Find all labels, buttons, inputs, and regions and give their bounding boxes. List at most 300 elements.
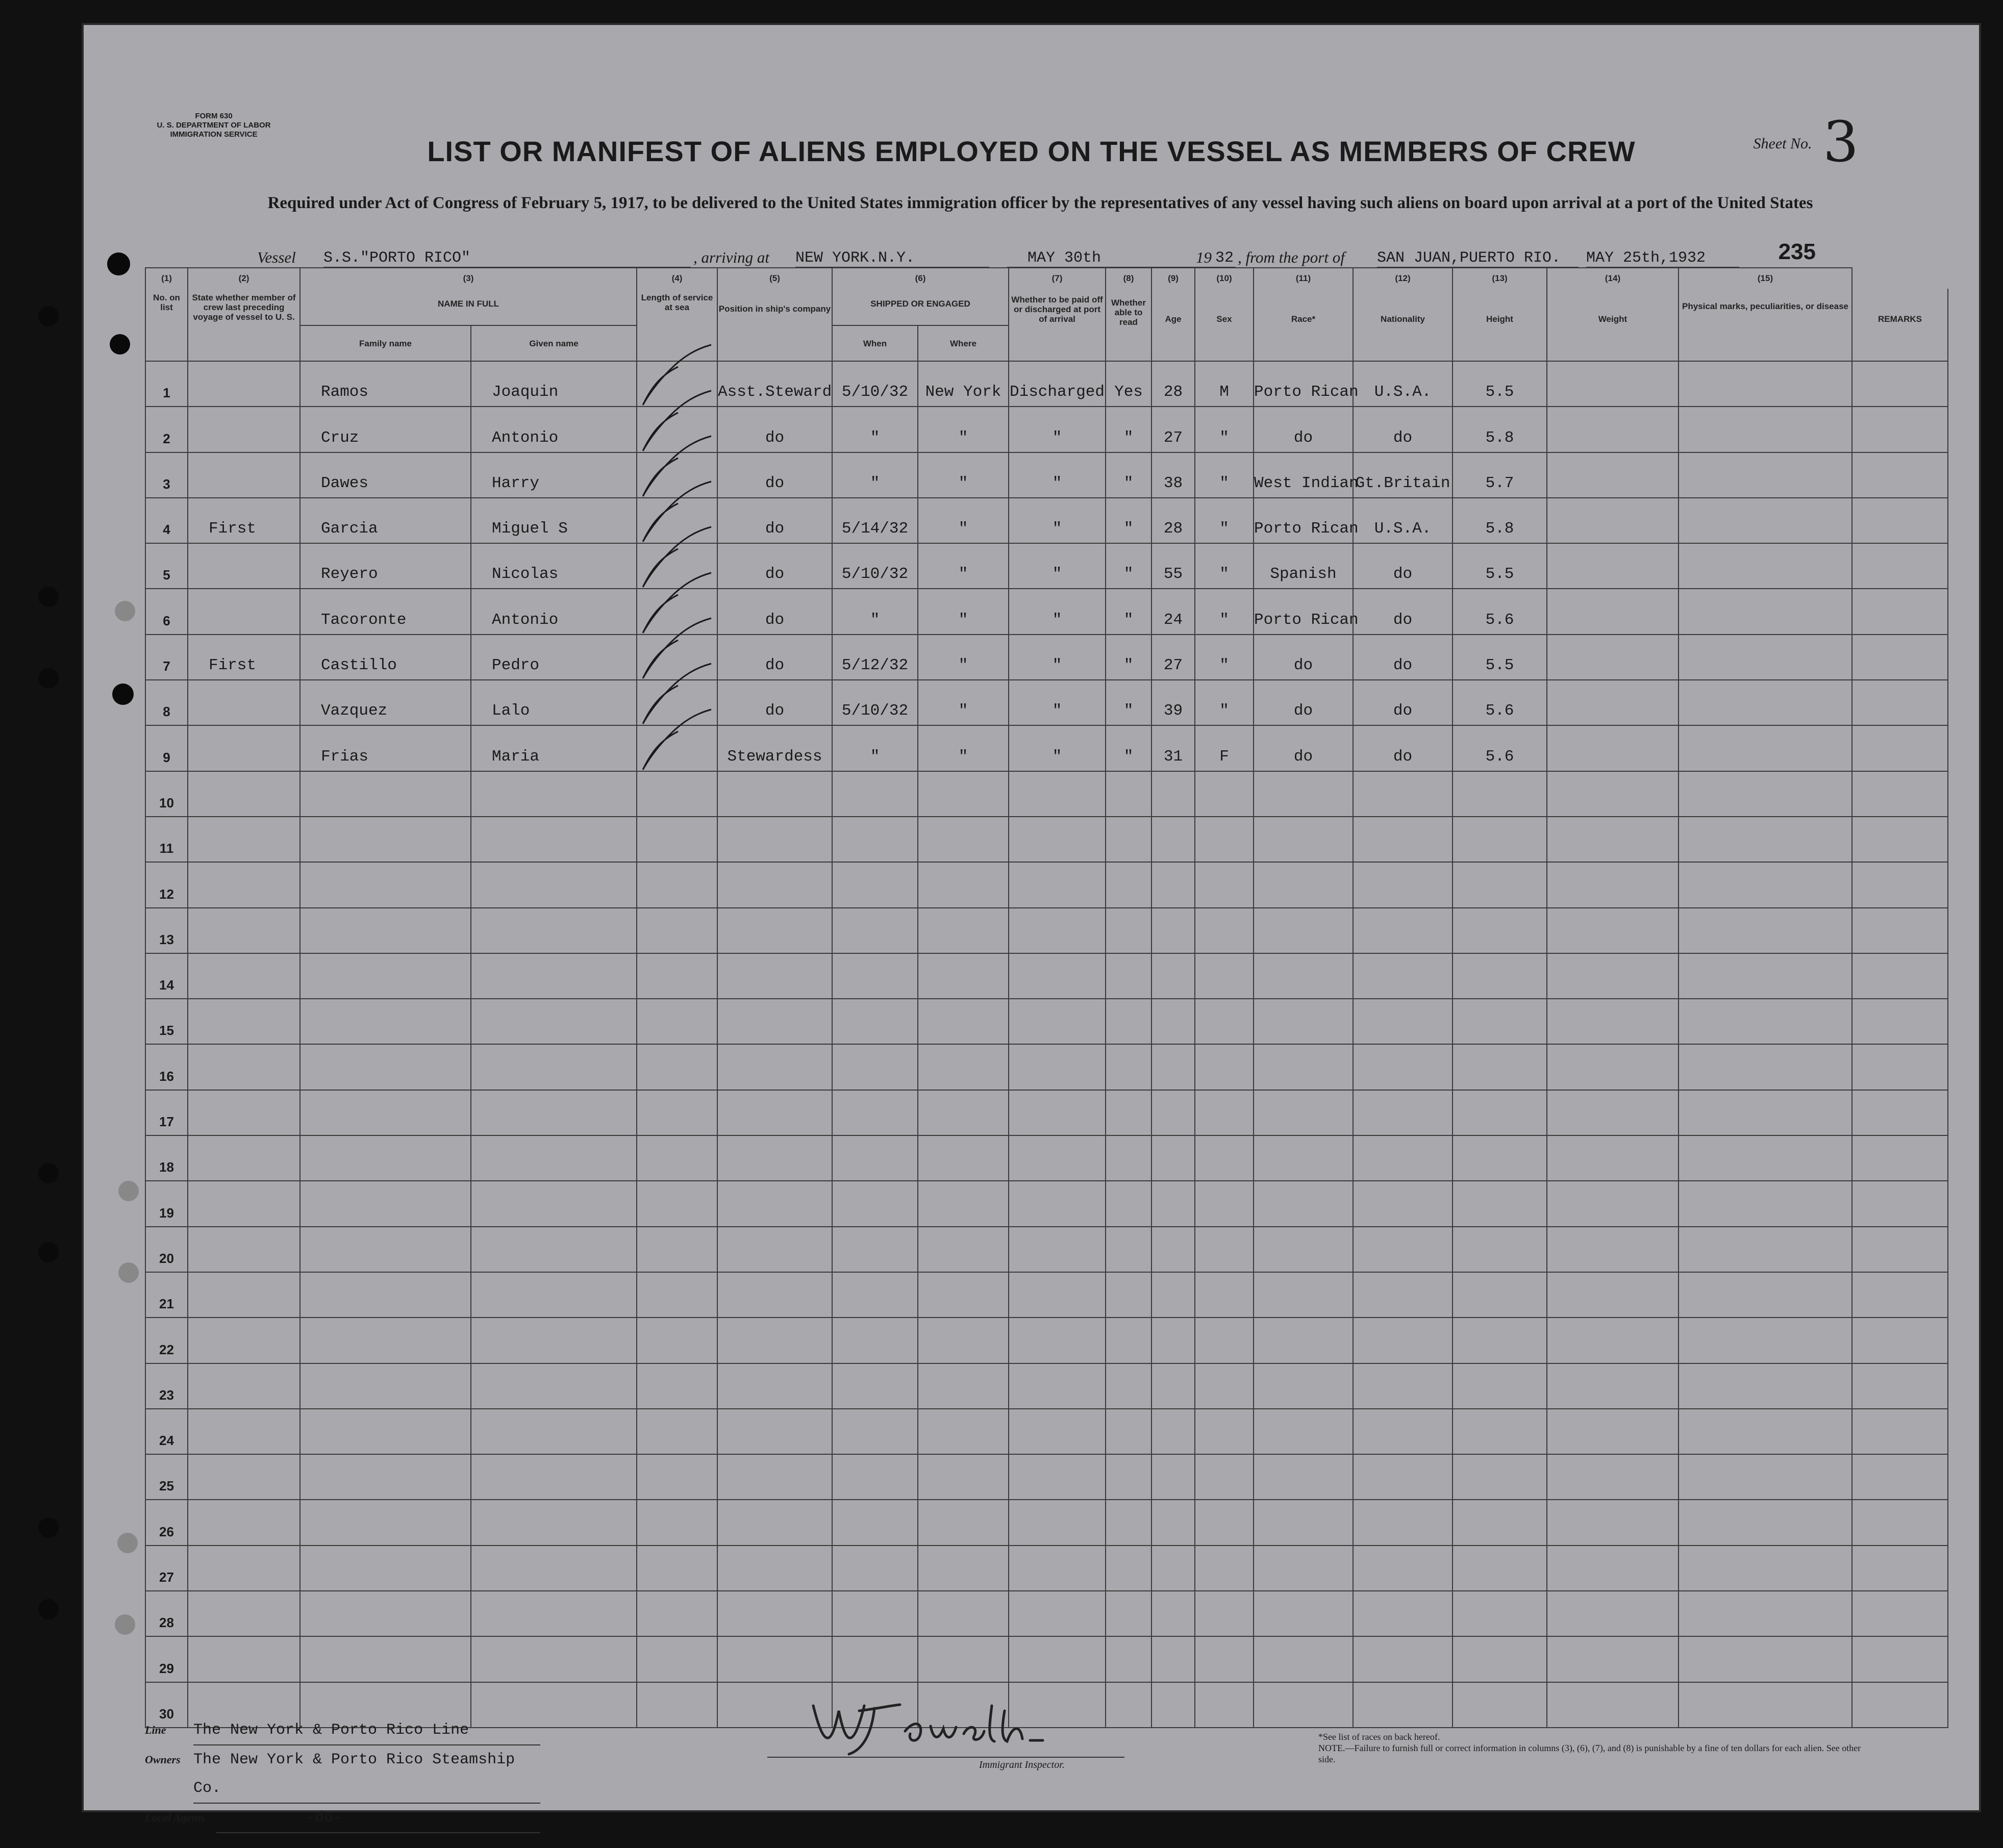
empty-cell [188, 771, 300, 817]
remarks-cell [1852, 452, 1948, 498]
empty-cell [1254, 1090, 1353, 1135]
empty-cell [1106, 1044, 1151, 1090]
column-number-row [145, 268, 1948, 289]
binder-hole [38, 587, 59, 607]
physical-marks-cell [1679, 680, 1852, 725]
empty-cell [471, 1181, 637, 1226]
col-num: (8) [1106, 268, 1151, 289]
family-name-cell: Castillo [300, 635, 471, 680]
table-row [145, 635, 1948, 680]
empty-cell [1195, 1409, 1254, 1454]
empty-cell [1151, 1318, 1195, 1363]
race-cell: do [1254, 725, 1353, 771]
family-name-cell: Vazquez [300, 680, 471, 725]
empty-cell [1353, 1044, 1453, 1090]
table-row [145, 908, 1948, 953]
shipped-where-cell: " [918, 452, 1009, 498]
col-num: (3) [300, 268, 637, 289]
empty-cell [1254, 1591, 1353, 1636]
last-voyage-cell [188, 589, 300, 634]
empty-cell [832, 1591, 918, 1636]
empty-cell [1453, 1090, 1547, 1135]
empty-cell [1453, 817, 1547, 862]
empty-cell [471, 1500, 637, 1545]
empty-cell [1852, 1318, 1948, 1363]
nationality-cell: do [1353, 635, 1453, 680]
empty-cell [188, 953, 300, 999]
empty-cell [1254, 817, 1353, 862]
empty-cell [1009, 862, 1106, 907]
vessel-name: S.S."PORTO RICO" [323, 249, 691, 268]
col-given-header: Given name [471, 325, 637, 361]
family-name-cell: Dawes [300, 452, 471, 498]
shipped-where-cell: " [918, 589, 1009, 634]
sex-cell: " [1195, 635, 1254, 680]
empty-cell [1353, 1500, 1453, 1545]
empty-cell [1195, 1591, 1254, 1636]
empty-cell [637, 1318, 717, 1363]
empty-cell [300, 862, 471, 907]
table-row [145, 1090, 1948, 1135]
paid-off-cell: " [1009, 725, 1106, 771]
weight-cell [1547, 498, 1679, 543]
footnote-block [1318, 1731, 1880, 1765]
empty-cell [1195, 1090, 1254, 1135]
empty-cell [188, 1318, 300, 1363]
empty-cell [1679, 1181, 1852, 1226]
empty-cell [1106, 1500, 1151, 1545]
empty-cell [832, 1363, 918, 1409]
row-number: 22 [145, 1318, 188, 1363]
empty-cell [717, 908, 832, 953]
race-cell: do [1254, 680, 1353, 725]
empty-cell [1151, 1546, 1195, 1591]
weight-cell [1547, 635, 1679, 680]
nationality-cell: U.S.A. [1353, 361, 1453, 407]
departure-date: MAY 25th,1932 [1586, 249, 1739, 268]
empty-cell [717, 1363, 832, 1409]
height-cell: 5.6 [1453, 589, 1547, 634]
row-number: 9 [145, 725, 188, 771]
empty-cell [300, 1500, 471, 1545]
empty-cell [188, 1363, 300, 1409]
empty-cell [1353, 1546, 1453, 1591]
given-name-cell: Lalo [471, 680, 637, 725]
empty-cell [1852, 1409, 1948, 1454]
physical-marks-cell [1679, 635, 1852, 680]
shipped-where-cell: " [918, 498, 1009, 543]
row-number: 13 [145, 908, 188, 953]
empty-cell [832, 953, 918, 999]
row-number: 1 [145, 361, 188, 407]
empty-cell [1151, 1682, 1195, 1728]
empty-cell [717, 1227, 832, 1272]
empty-cell [1254, 908, 1353, 953]
weight-cell [1547, 361, 1679, 407]
position-cell: do [717, 635, 832, 680]
physical-marks-cell [1679, 498, 1852, 543]
empty-cell [717, 953, 832, 999]
empty-cell [1195, 771, 1254, 817]
row-number: 3 [145, 452, 188, 498]
manifest-sheet [82, 23, 1981, 1827]
sex-cell: " [1195, 543, 1254, 589]
empty-cell [1254, 1409, 1353, 1454]
able-to-read-cell: Yes [1106, 361, 1151, 407]
sex-cell: " [1195, 498, 1254, 543]
empty-cell [1547, 1227, 1679, 1272]
punch-hole [110, 334, 130, 355]
empty-cell [1679, 817, 1852, 862]
empty-cell [1353, 1591, 1453, 1636]
empty-cell [188, 862, 300, 907]
able-to-read-cell: " [1106, 635, 1151, 680]
empty-cell [1151, 1227, 1195, 1272]
empty-cell [1151, 1044, 1195, 1090]
empty-cell [717, 771, 832, 817]
empty-cell [300, 1591, 471, 1636]
row-number: 15 [145, 999, 188, 1044]
empty-cell [471, 1090, 637, 1135]
empty-cell [188, 1272, 300, 1318]
empty-cell [471, 817, 637, 862]
empty-cell [471, 953, 637, 999]
empty-cell [1009, 1090, 1106, 1135]
col-state-header: State whether member of crew last preceding voyage of vessel to U. S. [188, 289, 300, 361]
row-number: 12 [145, 862, 188, 907]
physical-marks-cell [1679, 361, 1852, 407]
table-row [145, 452, 1948, 498]
empty-cell [1009, 771, 1106, 817]
empty-cell [1195, 1227, 1254, 1272]
row-number: 26 [145, 1500, 188, 1545]
able-to-read-cell: " [1106, 498, 1151, 543]
empty-cell [1195, 953, 1254, 999]
empty-cell [1106, 1181, 1151, 1226]
age-cell: 27 [1151, 635, 1195, 680]
empty-cell [1009, 1409, 1106, 1454]
empty-cell [832, 1044, 918, 1090]
position-cell: do [717, 452, 832, 498]
position-cell: do [717, 589, 832, 634]
empty-cell [637, 1090, 717, 1135]
given-name-cell: Harry [471, 452, 637, 498]
empty-cell [188, 817, 300, 862]
row-number: 10 [145, 771, 188, 817]
binder-hole [38, 668, 59, 689]
table-row [145, 543, 1948, 589]
empty-cell [1009, 817, 1106, 862]
empty-cell [1151, 1272, 1195, 1318]
empty-cell [1453, 908, 1547, 953]
able-to-read-cell: " [1106, 452, 1151, 498]
last-voyage-cell: First [188, 635, 300, 680]
empty-cell [300, 1318, 471, 1363]
empty-cell [1852, 1272, 1948, 1318]
paid-off-cell: " [1009, 407, 1106, 452]
row-number: 4 [145, 498, 188, 543]
row-number: 2 [145, 407, 188, 452]
shipped-where-cell: " [918, 725, 1009, 771]
height-cell: 5.5 [1453, 635, 1547, 680]
empty-cell [918, 1090, 1009, 1135]
empty-cell [1195, 1181, 1254, 1226]
table-row [145, 862, 1948, 907]
department-name: U. S. DEPARTMENT OF LABOR [157, 121, 271, 130]
empty-cell [1453, 1181, 1547, 1226]
header-row [145, 289, 1948, 325]
empty-cell [832, 1636, 918, 1682]
sheet-number-label: Sheet No. [1753, 135, 1812, 152]
position-cell: do [717, 407, 832, 452]
empty-cell [300, 1227, 471, 1272]
empty-cell [1852, 1363, 1948, 1409]
empty-cell [1852, 862, 1948, 907]
empty-cell [1254, 1044, 1353, 1090]
empty-cell [1254, 1636, 1353, 1682]
crew-table-body [145, 361, 1948, 1728]
empty-cell [637, 1454, 717, 1500]
empty-cell [918, 1227, 1009, 1272]
empty-cell [1106, 862, 1151, 907]
last-voyage-cell [188, 725, 300, 771]
table-row [145, 1500, 1948, 1545]
empty-cell [1151, 1591, 1195, 1636]
empty-cell [637, 817, 717, 862]
empty-cell [717, 817, 832, 862]
row-number: 14 [145, 953, 188, 999]
agents-field [145, 1804, 540, 1833]
shipped-when-cell: " [832, 725, 918, 771]
races-footnote: *See list of races on back hereof. [1318, 1732, 1440, 1742]
empty-cell [1195, 1682, 1254, 1728]
nationality-cell: Gt.Britain [1353, 452, 1453, 498]
empty-cell [832, 1272, 918, 1318]
empty-cell [832, 908, 918, 953]
table-row [145, 1227, 1948, 1272]
sex-cell: " [1195, 680, 1254, 725]
col-when-header: When [832, 325, 918, 361]
col-sex-header: Sex [1195, 289, 1254, 361]
table-row [145, 1454, 1948, 1500]
empty-cell [918, 908, 1009, 953]
empty-cell [1453, 1591, 1547, 1636]
empty-cell [637, 908, 717, 953]
empty-cell [188, 1181, 300, 1226]
empty-cell [1106, 1454, 1151, 1500]
empty-cell [1547, 1090, 1679, 1135]
page-title: LIST OR MANIFEST OF ALIENS EMPLOYED ON THE VESSEL AS MEMBERS OF CREW [427, 135, 1636, 167]
race-cell: West Indian [1254, 452, 1353, 498]
empty-cell [1106, 1318, 1151, 1363]
col-height-header: Height [1453, 289, 1547, 361]
race-cell: do [1254, 635, 1353, 680]
agents-value: -do- [216, 1804, 540, 1833]
physical-marks-cell [1679, 589, 1852, 634]
empty-cell [637, 1363, 717, 1409]
empty-cell [1453, 1500, 1547, 1545]
empty-cell [1353, 817, 1453, 862]
row-number: 27 [145, 1546, 188, 1591]
empty-cell [717, 1090, 832, 1135]
empty-cell [1453, 1546, 1547, 1591]
remarks-cell [1852, 543, 1948, 589]
empty-cell [1852, 1454, 1948, 1500]
col-marks-header: Physical marks, peculiarities, or disease [1679, 289, 1852, 361]
empty-cell [717, 1318, 832, 1363]
empty-cell [832, 1318, 918, 1363]
empty-cell [1106, 1591, 1151, 1636]
empty-cell [637, 1409, 717, 1454]
last-voyage-cell [188, 361, 300, 407]
empty-cell [1547, 1318, 1679, 1363]
age-cell: 24 [1151, 589, 1195, 634]
empty-cell [637, 953, 717, 999]
empty-cell [637, 999, 717, 1044]
empty-cell [918, 999, 1009, 1044]
empty-cell [1353, 1181, 1453, 1226]
arriving-label: , arriving at [693, 248, 769, 266]
empty-cell [1453, 771, 1547, 817]
col-length-header: Length of service at sea [637, 289, 717, 361]
col-num: (1) [145, 268, 188, 289]
weight-cell [1547, 680, 1679, 725]
shipped-when-cell: " [832, 589, 918, 634]
empty-cell [471, 1591, 637, 1636]
punch-hole [118, 1181, 139, 1201]
empty-cell [471, 1227, 637, 1272]
empty-cell [1106, 1272, 1151, 1318]
line-value: The New York & Porto Rico Line [193, 1716, 540, 1745]
empty-cell [1453, 1454, 1547, 1500]
empty-cell [1852, 1090, 1948, 1135]
empty-cell [300, 953, 471, 999]
empty-cell [1679, 1409, 1852, 1454]
shipped-when-cell: " [832, 407, 918, 452]
empty-cell [1254, 1454, 1353, 1500]
table-row [145, 1591, 1948, 1636]
col-num: (15) [1679, 268, 1852, 289]
empty-cell [300, 1454, 471, 1500]
col-read-header: Whether able to read [1106, 289, 1151, 361]
empty-cell [471, 908, 637, 953]
empty-cell [1679, 771, 1852, 817]
empty-cell [1106, 771, 1151, 817]
shipped-when-cell: 5/14/32 [832, 498, 918, 543]
table-row [145, 1363, 1948, 1409]
col-shipped-header: SHIPPED OR ENGAGED [832, 289, 1009, 325]
empty-cell [1852, 1546, 1948, 1591]
binder-hole [38, 306, 59, 326]
empty-cell [1679, 999, 1852, 1044]
empty-cell [832, 1409, 918, 1454]
remarks-cell [1852, 725, 1948, 771]
empty-cell [300, 1090, 471, 1135]
empty-cell [717, 1546, 832, 1591]
col-num: (12) [1353, 268, 1453, 289]
empty-cell [1547, 1500, 1679, 1545]
sex-cell: " [1195, 452, 1254, 498]
empty-cell [637, 1135, 717, 1181]
col-num: (14) [1547, 268, 1679, 289]
empty-cell [1195, 1363, 1254, 1409]
empty-cell [300, 1272, 471, 1318]
position-cell: Asst.Steward [717, 361, 832, 407]
weight-cell [1547, 543, 1679, 589]
given-name-cell: Pedro [471, 635, 637, 680]
empty-cell [1151, 1135, 1195, 1181]
empty-cell [918, 1500, 1009, 1545]
empty-cell [1254, 862, 1353, 907]
empty-cell [832, 817, 918, 862]
binder-hole [38, 1517, 59, 1538]
empty-cell [1353, 1454, 1453, 1500]
weight-cell [1547, 589, 1679, 634]
empty-cell [1009, 1636, 1106, 1682]
row-number: 30 [145, 1682, 188, 1728]
empty-cell [1106, 1409, 1151, 1454]
empty-cell [1106, 1363, 1151, 1409]
col-num: (4) [637, 268, 717, 289]
empty-cell [1151, 1636, 1195, 1682]
empty-cell [832, 1546, 918, 1591]
nationality-cell: do [1353, 680, 1453, 725]
given-name-cell: Antonio [471, 407, 637, 452]
empty-cell [1679, 1454, 1852, 1500]
empty-cell [471, 999, 637, 1044]
empty-cell [1195, 908, 1254, 953]
sheet-number: 3 [1823, 109, 1859, 174]
empty-cell [717, 1454, 832, 1500]
shipped-where-cell: New York [918, 361, 1009, 407]
table-row [145, 1272, 1948, 1318]
empty-cell [1547, 1454, 1679, 1500]
empty-cell [1106, 1636, 1151, 1682]
empty-cell [637, 862, 717, 907]
empty-cell [1009, 1363, 1106, 1409]
table-row [145, 817, 1948, 862]
age-cell: 55 [1151, 543, 1195, 589]
empty-cell [1353, 999, 1453, 1044]
col-age-header: Age [1151, 289, 1195, 361]
row-number: 8 [145, 680, 188, 725]
empty-cell [1009, 1318, 1106, 1363]
empty-cell [188, 1591, 300, 1636]
height-cell: 5.5 [1453, 543, 1547, 589]
empty-cell [1106, 1682, 1151, 1728]
position-cell: Stewardess [717, 725, 832, 771]
shipped-when-cell: 5/10/32 [832, 543, 918, 589]
row-number: 29 [145, 1636, 188, 1682]
empty-cell [471, 1636, 637, 1682]
empty-cell [717, 1636, 832, 1682]
empty-cell [918, 1546, 1009, 1591]
age-cell: 31 [1151, 725, 1195, 771]
empty-cell [1852, 1181, 1948, 1226]
shipped-where-cell: " [918, 635, 1009, 680]
empty-cell [918, 1272, 1009, 1318]
race-cell: do [1254, 407, 1353, 452]
empty-cell [1151, 908, 1195, 953]
shipped-when-cell: " [832, 452, 918, 498]
empty-cell [1353, 1363, 1453, 1409]
crew-table [145, 267, 1948, 1728]
able-to-read-cell: " [1106, 543, 1151, 589]
empty-cell [1453, 1682, 1547, 1728]
sex-cell: " [1195, 407, 1254, 452]
empty-cell [1254, 1181, 1353, 1226]
empty-cell [1151, 1181, 1195, 1226]
